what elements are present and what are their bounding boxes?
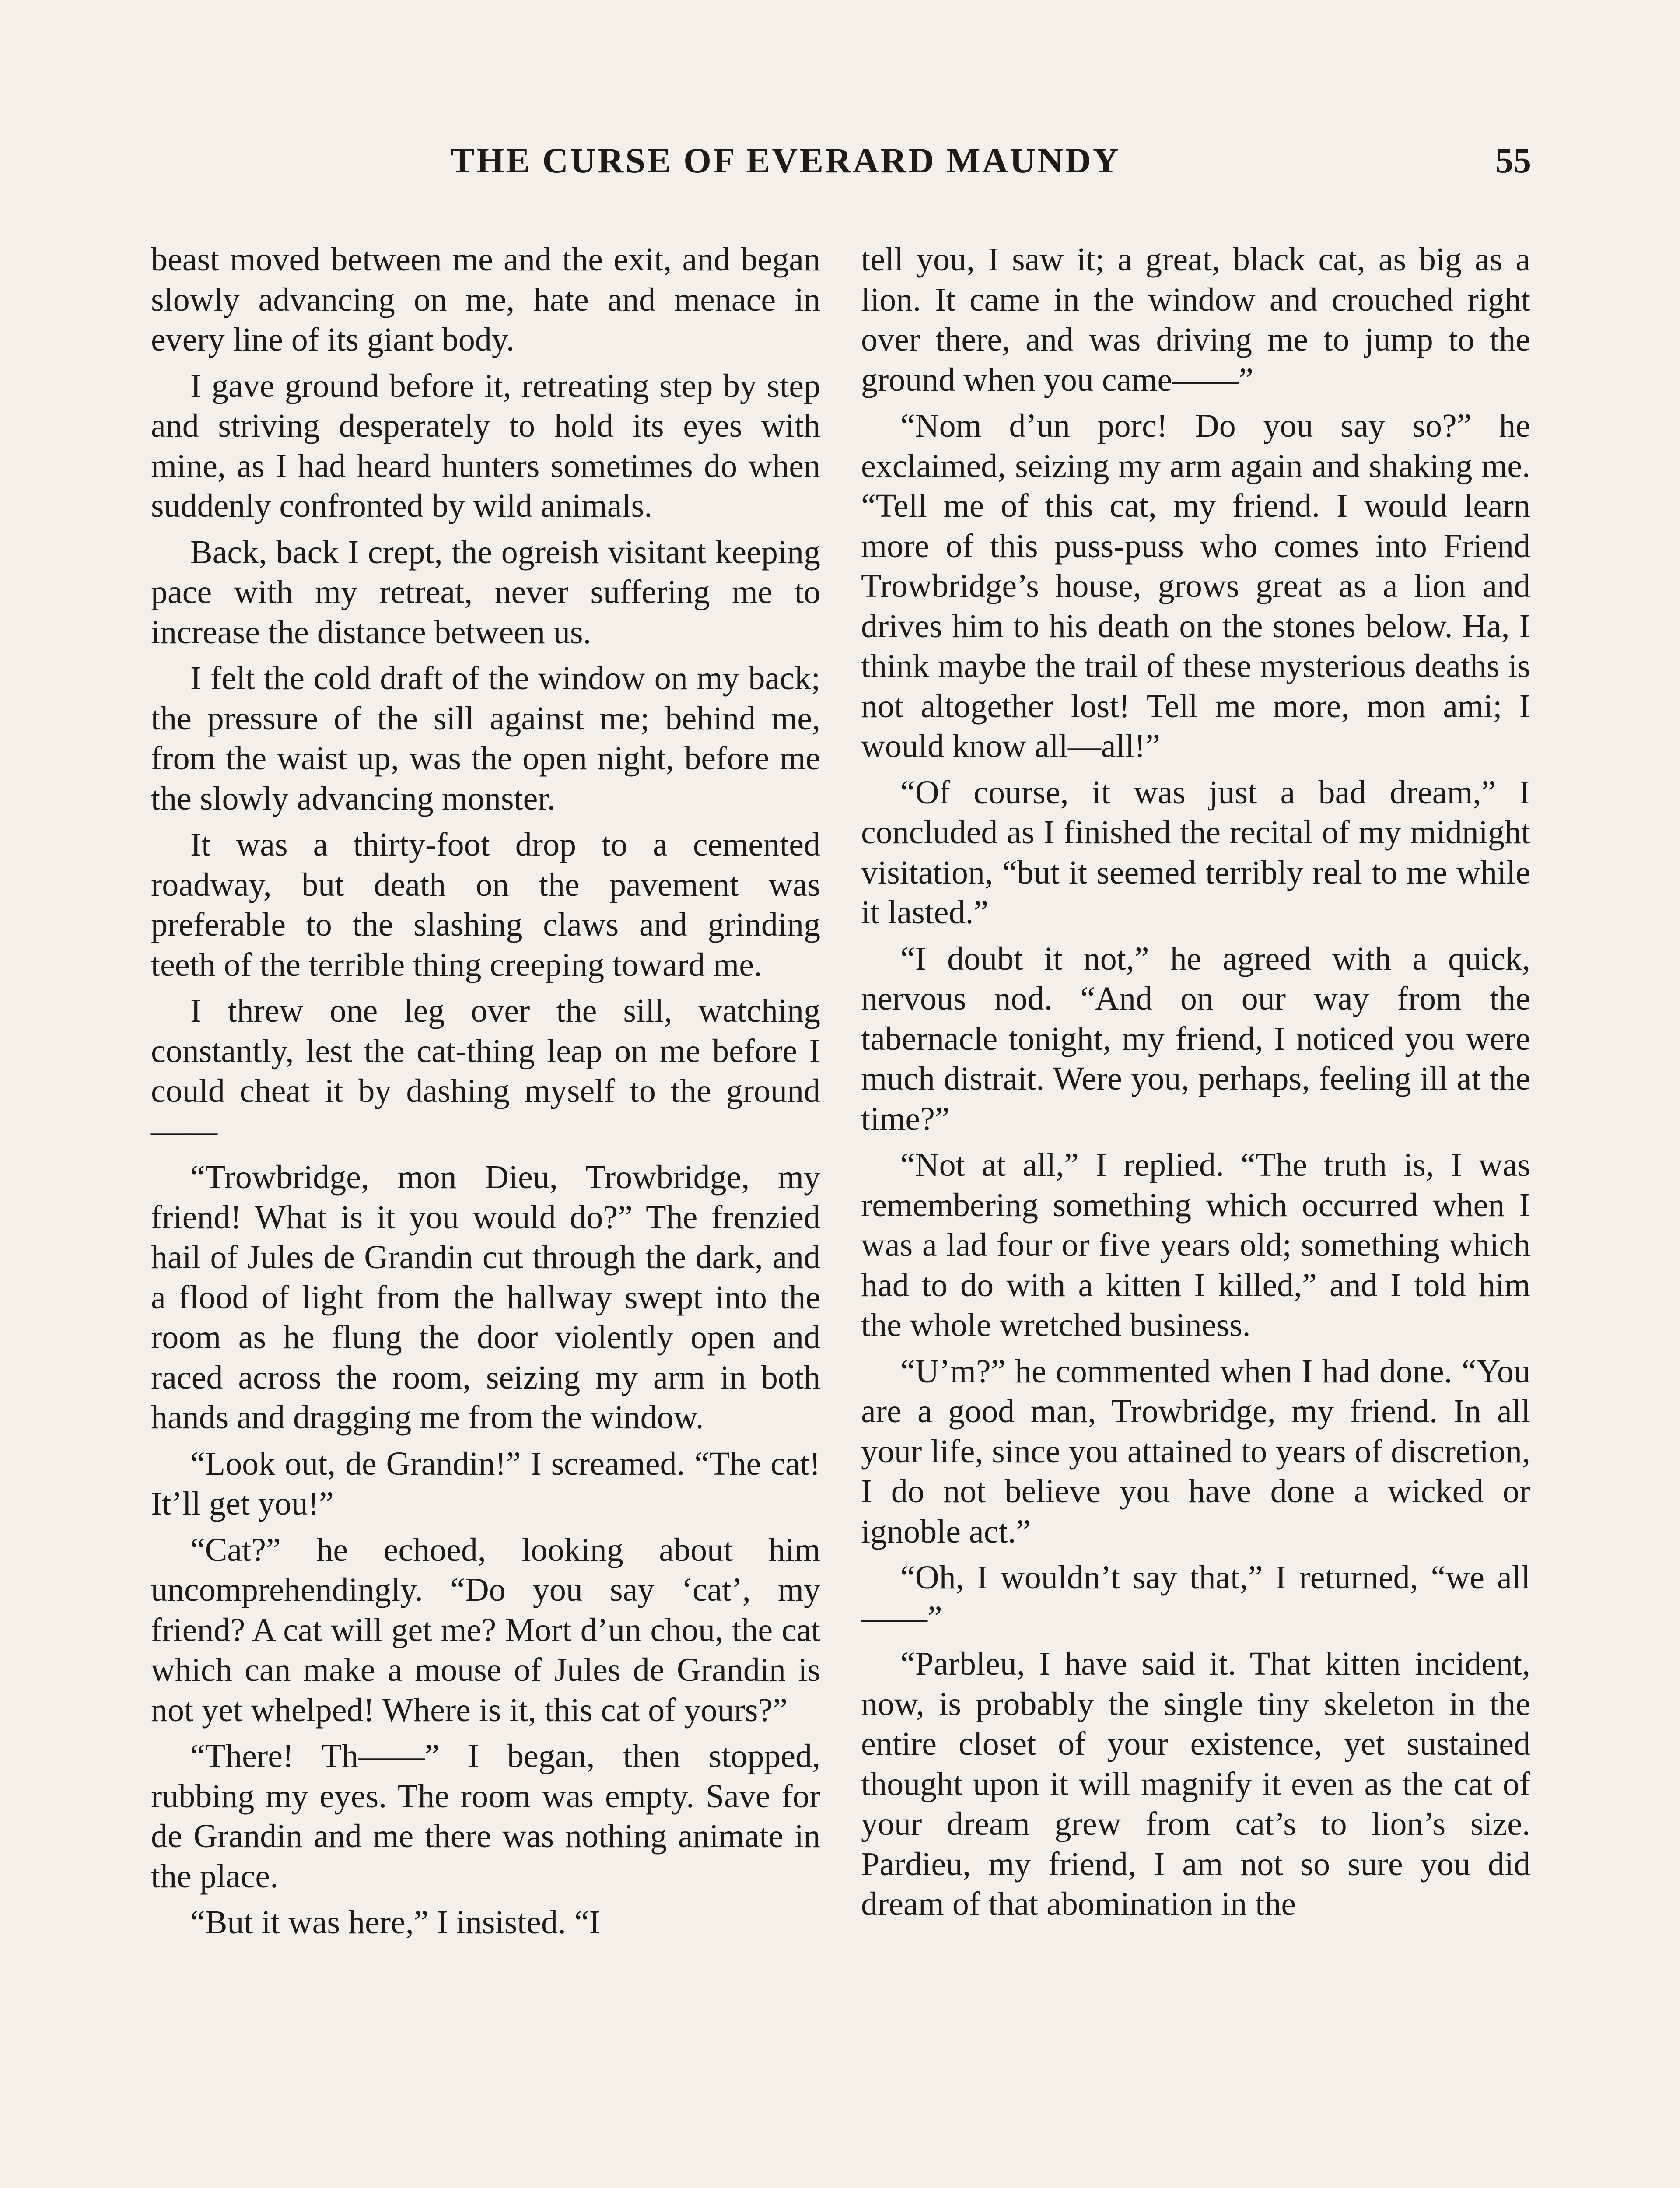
paragraph: “I doubt it not,” he agreed with a quick, nervous nod. “And on our way from the tabernacle tonight, my friend, I noticed you were much distrait. Were you, perhaps, feeling ill at the time?” xyxy=(861,940,1530,1137)
paragraph: “Nom d’un porc! Do you say so?” he exclaimed, seizing my arm again and shaking me. “Tell me of this cat, my friend. I would learn more of this puss-puss who comes into Friend Trowbridge’s house, grows great as a lion and drives him to his death on the stones below. Ha, I think maybe the trail of these mysterious deaths is not altogether lost! Tell me more, mon ami; I would know all—all!” xyxy=(861,407,1530,764)
paragraph: “Oh, I wouldn’t say that,” I returned, “we all——” xyxy=(861,1559,1530,1636)
running-title: THE CURSE OF EVERARD MAUNDY xyxy=(451,140,1120,180)
paragraph: “Trowbridge, mon Dieu, Trowbridge, my friend! What is it you would do?” The frenzied hail of Jules de Grandin cut through the dark, and a flood of light from the hallway swept into the room as he flung the door violently open and raced across the room, seizing my arm in both hands and dragging me from the window. xyxy=(151,1159,820,1436)
paragraph: “Of course, it was just a bad dream,” I concluded as I finished the recital of my midnight visitation, “but it seemed terribly real to me while it lasted.” xyxy=(861,774,1530,931)
right-column xyxy=(861,240,1530,1931)
paragraph: Back, back I crept, the ogreish visitant keeping pace with my retreat, never suffering me to increase the distance between us. xyxy=(151,533,820,651)
paragraph: beast moved between me and the exit, and began slowly advancing on me, hate and menace in every line of its giant body. xyxy=(151,241,820,358)
left-column xyxy=(151,240,820,1949)
paragraph: “But it was here,” I insisted. “I xyxy=(190,1904,601,1941)
paragraph: I gave ground before it, retreating step by step and striving desperately to hold its eyes with mine, as I had heard hunters sometimes do when suddenly confronted by wild animals. xyxy=(151,367,820,524)
paragraph: “Cat?” he echoed, looking about him uncomprehendingly. “Do you say ‘cat’, my friend? A cat will get me? Mort d’un chou, the cat which can make a mouse of Jules de Grandin is not yet whelped! Where is it, this cat of yours?” xyxy=(151,1531,820,1729)
paragraph: “There! Th——” I began, then stopped, rubbing my eyes. The room was empty. Save for de Grandin and me there was nothing animate in the place. xyxy=(151,1738,820,1895)
paragraph: I threw one leg over the sill, watching constantly, lest the cat-thing leap on me before I could cheat it by dashing myself to the ground—— xyxy=(151,992,820,1150)
paragraph: “U’m?” he commented when I had done. “You are a good man, Trowbridge, my friend. In all your life, since you attained to years of discretion, I do not believe you have done a wicked or ignoble act.” xyxy=(861,1353,1530,1550)
paragraph: “Look out, de Grandin!” I screamed. “The cat! It’ll get you!” xyxy=(151,1445,820,1522)
paragraph: It was a thirty-foot drop to a cemented roadway, but death on the pavement was preferable to the slashing claws and grinding teeth of the terrible thing creeping toward me. xyxy=(151,826,820,983)
page-number: 55 xyxy=(1495,140,1531,180)
paragraph: tell you, I saw it; a great, black cat, as big as a lion. It came in the window and crouched right over there, and was driving me to jump to the ground when you came——” xyxy=(861,241,1530,398)
paragraph: “Parbleu, I have said it. That kitten incident, now, is probably the single tiny skeleton in the entire closet of your existence, yet sustained thought upon it will magnify it even as the cat of your dream grew from cat’s to lion’s size. Pardieu, my friend, I am not so sure you did dream of that abomination in the xyxy=(861,1645,1530,1922)
paragraph: “Not at all,” I replied. “The truth is, I was remembering something which occurred when I was a lad four or five years old; something which had to do with a kitten I killed,” and I told him the whole wretched business. xyxy=(861,1147,1530,1343)
running-header xyxy=(451,140,1531,193)
paragraph: I felt the cold draft of the window on my back; the pressure of the sill against me; behind me, from the waist up, was the open night, before me the slowly advancing monster. xyxy=(151,660,820,817)
